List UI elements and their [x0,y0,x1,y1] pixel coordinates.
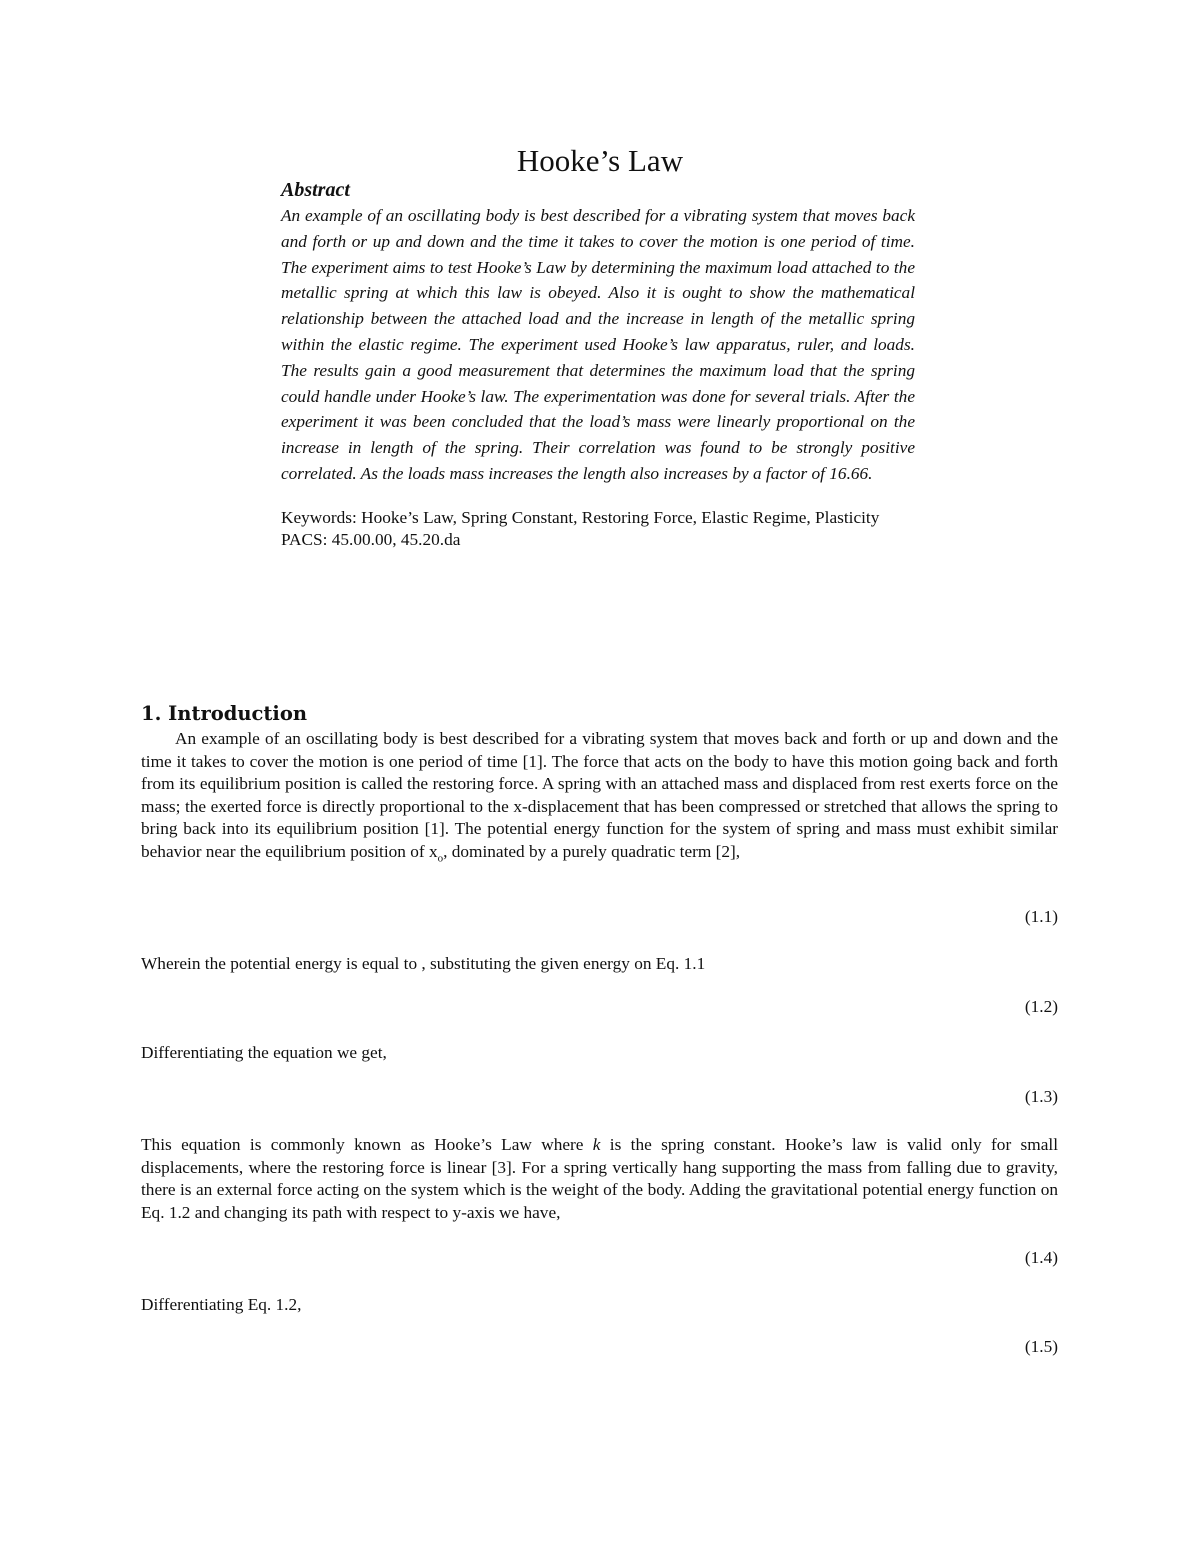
abstract-heading: Abstract [281,179,350,201]
introduction-section [141,700,1058,869]
keywords: Keywords: Hooke’s Law, Spring Constant, Restoring Force, Elastic Regime, Plasticity [281,507,880,527]
abstract-section [281,178,915,552]
paragraph-line: Differentiating the equation we get, [141,1043,387,1062]
equation-number: (1.1) [1024,907,1058,926]
section-heading: 1. Introduction [141,702,308,725]
page-title: Hooke’s Law [516,143,684,178]
hookes-law-paragraph [141,1134,1058,1224]
equation-number: (1.5) [1024,1337,1058,1356]
abstract-body: An example of an oscillating body is best described for a vibrating system that moves back and forth or up and down and the time it takes to cover the motion is one period of time. The experiment aims to test Hooke’s Law by determining the maximum load attached to the metallic spring at which this law is obeyed. Also it is ought to show the mathematical relationship between the attached load and the increase in length of the metallic spring within the elastic regime. The experiment used Hooke’s law apparatus, ruler, and loads. The results gain a good measurement that determines the maximum load that the spring could handle under Hooke’s law. The experimentation was done for several trials. After the experiment it was been concluded that the load’s mass were linearly proportional on the increase in length of the spring. Their correlation was found to be strongly positive correlated. As the loads mass increases the length also increases by a factor of 16.66. [281,206,915,483]
equation-number: (1.3) [1024,1087,1058,1106]
spring-constant-symbol: k [592,1135,601,1154]
intro-text-end: , dominated by a purely quadratic term [2], [443,841,741,861]
intro-text: An example of an oscillating body is best described for a vibrating system that moves back and forth or up and down and the time it takes to cover the motion is one period of time [1]. The force that acts on the body to have this motion going back and forth from its equilibrium position is called the restoring force. A spring with an attached mass and displaced from rest exerts force on the mass; the exerted force is directly proportional to the x-displacement that has been compressed or stretched that allows the spring to bring back into its equilibrium position [1]. The potential energy function for the system of spring and mass must exhibit similar behavior near the equilibrium position of x [141,729,1058,861]
paragraph-text: This equation is commonly known as Hooke’s Law where [141,1135,593,1154]
paragraph-line: Wherein the potential energy is equal to , substituting the given energy on Eq. 1.1 [141,954,706,973]
paragraph-line: Differentiating Eq. 1.2, [141,1295,302,1314]
pacs-codes: PACS: 45.00.00, 45.20.da [281,530,461,550]
intro-paragraph [141,728,1058,869]
paragraph [141,1134,1058,1224]
equation-number: (1.2) [1024,997,1058,1016]
equation-number: (1.4) [1024,1248,1058,1267]
subscript: o [437,851,444,864]
paragraph-text-end: is the spring constant. Hooke’s law is valid only for small displacements, where the restoring force is linear [3]. For a spring vertically hang supporting the mass from falling due to gravity, there is an external force acting on the system which is the weight of the body. Adding the gravitational potential energy function on Eq. 1.2 and changing its path with respect to y-axis we have, [141,1135,1058,1222]
